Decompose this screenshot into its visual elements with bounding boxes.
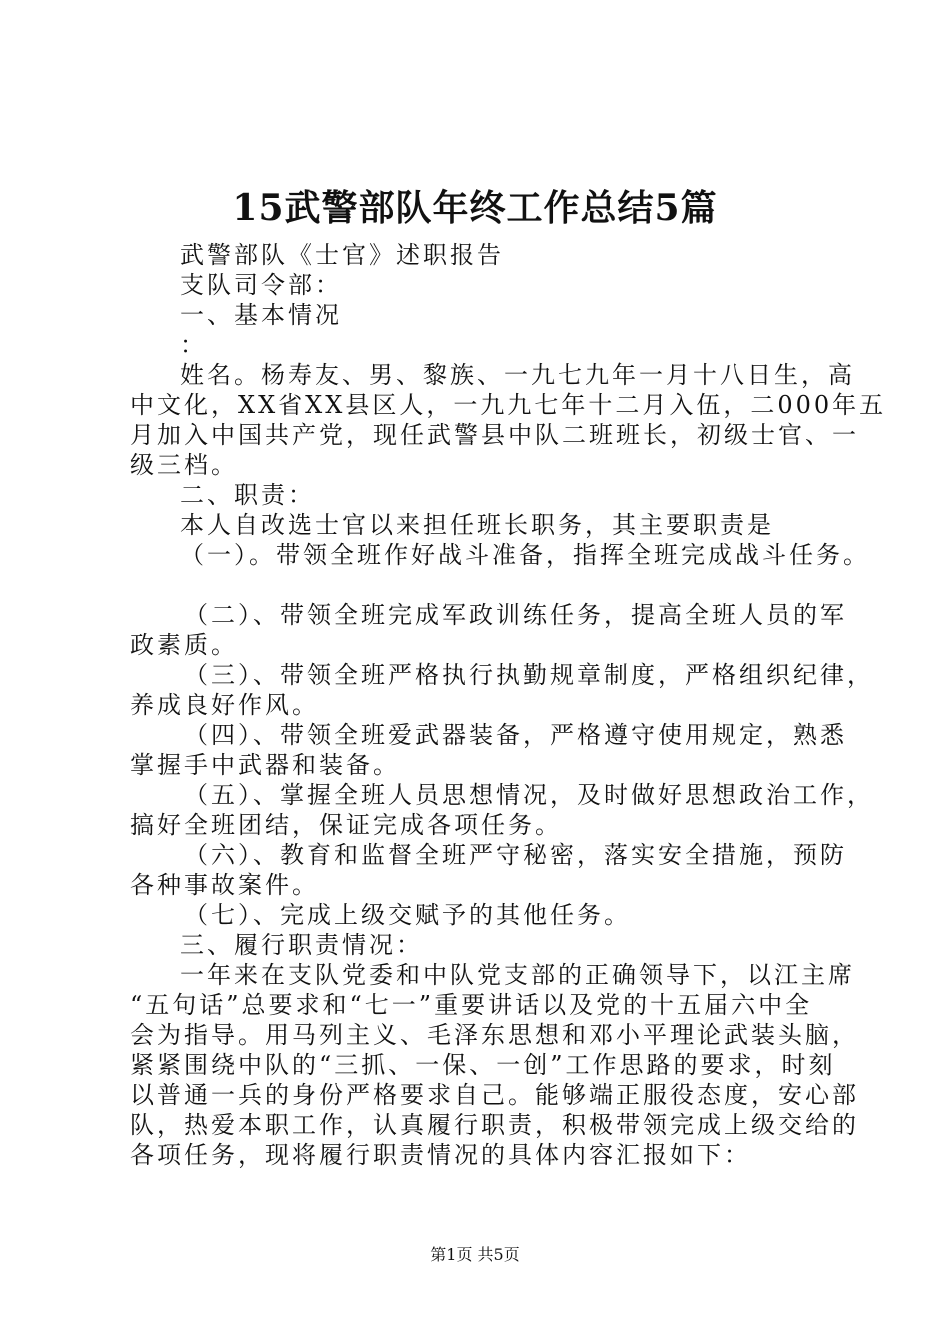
duty-item: （五）、掌握全班人员思想情况，及时做好思想政治工作，	[184, 781, 874, 809]
paragraph-line: 月加入中国共产党，现任武警县中队二班班长，初级士官、一	[130, 421, 859, 449]
page-indicator: 第1页 共5页	[430, 1245, 520, 1264]
paragraph-line: 中文化，XX省XX县区人，一九九七年十二月入伍，二000年五	[130, 391, 887, 419]
paragraph-line: 姓名。杨寿友、男、黎族、一九七九年一月十八日生，高	[180, 361, 855, 389]
paragraph-line: 紧紧围绕中队的“三抓、一保、一创”工作思路的要求，时刻	[130, 1051, 836, 1079]
paragraph-line: “五句话”总要求和“七一”重要讲话以及党的十五届六中全	[130, 991, 813, 1019]
report-heading: 武警部队《士官》述职报告	[180, 241, 504, 269]
document-body	[130, 240, 887, 1170]
duty-item: （六）、教育和监督全班严守秘密，落实安全措施，预防	[184, 841, 847, 869]
paragraph-line: 以普通一兵的身份严格要求自己。能够端正服役态度，安心部	[130, 1081, 859, 1109]
paragraph-line: 政素质。	[130, 631, 238, 659]
section-heading-basic: 一、基本情况	[180, 301, 342, 329]
paragraph-line: 掌握手中武器和装备。	[130, 751, 400, 779]
paragraph-line: 养成良好作风。	[130, 691, 319, 719]
paragraph-line: 各种事故案件。	[130, 871, 319, 899]
duty-item: （三）、带领全班严格执行执勤规章制度，严格组织纪律，	[184, 661, 874, 689]
paragraph-line: 一年来在支队党委和中队党支部的正确领导下，以江主席	[180, 961, 855, 989]
paragraph-line: 队，热爱本职工作，认真履行职责，积极带领完成上级交给的	[130, 1111, 859, 1139]
document-title: 15武警部队年终工作总结5篇	[232, 187, 718, 229]
paragraph-line: 会为指导。用马列主义、毛泽东思想和邓小平理论武装头脑，	[130, 1021, 859, 1049]
section-heading-performance: 三、履行职责情况：	[180, 931, 423, 959]
duty-item: （四）、带领全班爱武器装备，严格遵守使用规定，熟悉	[184, 721, 847, 749]
paragraph-line: 本人自改选士官以来担任班长职务，其主要职责是	[180, 511, 774, 539]
duty-item: （七）、完成上级交赋予的其他任务。	[184, 901, 631, 929]
colon-line: ：	[180, 331, 207, 359]
paragraph-line: 级三档。	[130, 451, 238, 479]
duty-item: （二）、带领全班完成军政训练任务，提高全班人员的军	[184, 601, 847, 629]
duty-item: （一）。带领全班作好战斗准备，指挥全班完成战斗任务。	[180, 541, 870, 569]
section-heading-duties: 二、职责：	[180, 481, 315, 509]
blank-line	[130, 570, 830, 600]
addressee-line: 支队司令部：	[180, 271, 342, 299]
paragraph-line: 各项任务，现将履行职责情况的具体内容汇报如下：	[130, 1141, 751, 1169]
paragraph-line: 搞好全班团结，保证完成各项任务。	[130, 811, 562, 839]
